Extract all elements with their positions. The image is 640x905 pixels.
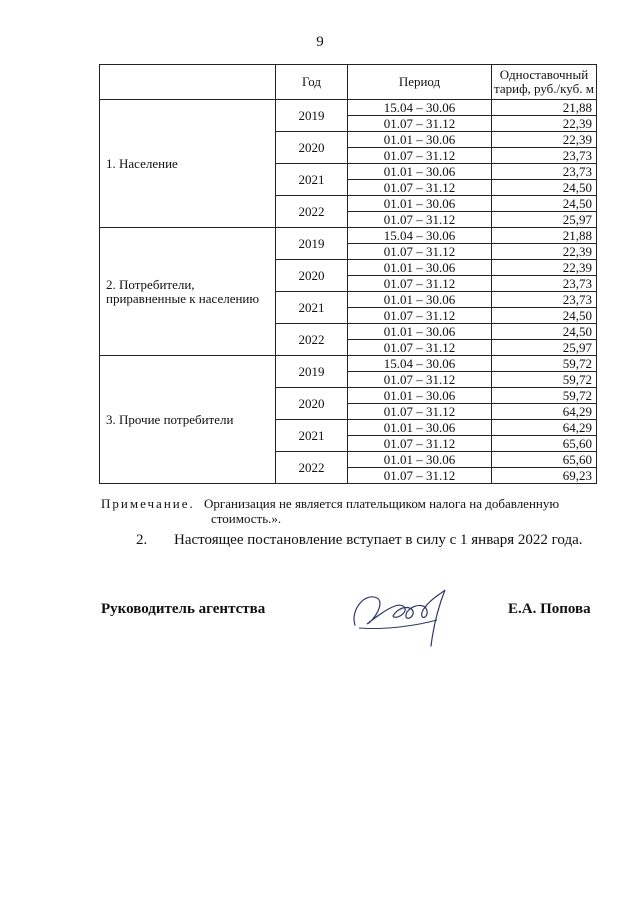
signatory-name: Е.А. Попова [508,601,591,617]
period-cell: 01.01 – 30.06 [348,196,492,212]
tariff-cell: 59,72 [492,388,597,404]
table-header-row [100,65,597,100]
period-cell: 01.01 – 30.06 [348,164,492,180]
tariff-cell: 22,39 [492,132,597,148]
note-text-line1: Организация не является плательщиком налога на добавленную [204,496,560,511]
year-cell: 2020 [276,388,348,420]
tariff-cell: 25,97 [492,212,597,228]
header-category [100,65,276,100]
tariff-cell: 25,97 [492,340,597,356]
tariff-cell: 23,73 [492,276,597,292]
period-cell: 01.01 – 30.06 [348,292,492,308]
tariff-cell: 23,73 [492,292,597,308]
year-cell: 2022 [276,324,348,356]
table-row [100,228,597,244]
category-cell: 1. Население [100,100,276,228]
tariff-cell: 22,39 [492,260,597,276]
period-cell: 01.01 – 30.06 [348,324,492,340]
note-label: Примечание. [101,496,195,511]
period-cell: 01.07 – 31.12 [348,180,492,196]
table-row [100,356,597,372]
tariff-cell: 65,60 [492,436,597,452]
clause-2 [136,532,583,549]
header-tariff: Одноставочный тариф, руб./куб. м [492,65,597,100]
category-cell: 2. Потребители, приравненные к населению [100,228,276,356]
year-cell: 2022 [276,196,348,228]
period-cell: 01.07 – 31.12 [348,404,492,420]
period-cell: 01.07 – 31.12 [348,436,492,452]
note [101,496,596,526]
tariff-cell: 64,29 [492,420,597,436]
signature-icon [345,580,460,650]
note-text-line2: стоимость.». [211,511,282,526]
period-cell: 15.04 – 30.06 [348,356,492,372]
tariff-cell: 23,73 [492,164,597,180]
year-cell: 2020 [276,132,348,164]
year-cell: 2022 [276,452,348,484]
year-cell: 2020 [276,260,348,292]
year-cell: 2021 [276,164,348,196]
category-cell: 3. Прочие потребители [100,356,276,484]
tariff-table [99,64,597,484]
period-cell: 01.07 – 31.12 [348,148,492,164]
clause-text: Настоящее постановление вступает в силу с 1 января 2022 года. [174,532,583,548]
period-cell: 01.01 – 30.06 [348,132,492,148]
tariff-cell: 22,39 [492,244,597,260]
year-cell: 2019 [276,356,348,388]
tariff-cell: 21,88 [492,100,597,116]
period-cell: 01.07 – 31.12 [348,116,492,132]
year-cell: 2019 [276,100,348,132]
tariff-cell: 23,73 [492,148,597,164]
period-cell: 01.07 – 31.12 [348,244,492,260]
tariff-cell: 24,50 [492,196,597,212]
period-cell: 01.01 – 30.06 [348,260,492,276]
period-cell: 01.01 – 30.06 [348,420,492,436]
period-cell: 01.07 – 31.12 [348,340,492,356]
tariff-cell: 69,23 [492,468,597,484]
period-cell: 01.07 – 31.12 [348,372,492,388]
signatory-title: Руководитель агентства [101,601,266,617]
header-period: Период [348,65,492,100]
period-cell: 15.04 – 30.06 [348,228,492,244]
clause-number: 2. [136,532,148,548]
page-number: 9 [316,34,324,50]
tariff-cell: 65,60 [492,452,597,468]
period-cell: 15.04 – 30.06 [348,100,492,116]
tariff-table-body [100,100,597,484]
tariff-cell: 59,72 [492,356,597,372]
period-cell: 01.07 – 31.12 [348,308,492,324]
period-cell: 01.01 – 30.06 [348,388,492,404]
tariff-cell: 59,72 [492,372,597,388]
year-cell: 2019 [276,228,348,260]
year-cell: 2021 [276,420,348,452]
tariff-cell: 22,39 [492,116,597,132]
period-cell: 01.07 – 31.12 [348,276,492,292]
period-cell: 01.07 – 31.12 [348,212,492,228]
tariff-cell: 64,29 [492,404,597,420]
period-cell: 01.01 – 30.06 [348,452,492,468]
table-row [100,100,597,116]
header-year: Год [276,65,348,100]
tariff-cell: 21,88 [492,228,597,244]
tariff-cell: 24,50 [492,180,597,196]
tariff-cell: 24,50 [492,324,597,340]
year-cell: 2021 [276,292,348,324]
tariff-cell: 24,50 [492,308,597,324]
period-cell: 01.07 – 31.12 [348,468,492,484]
